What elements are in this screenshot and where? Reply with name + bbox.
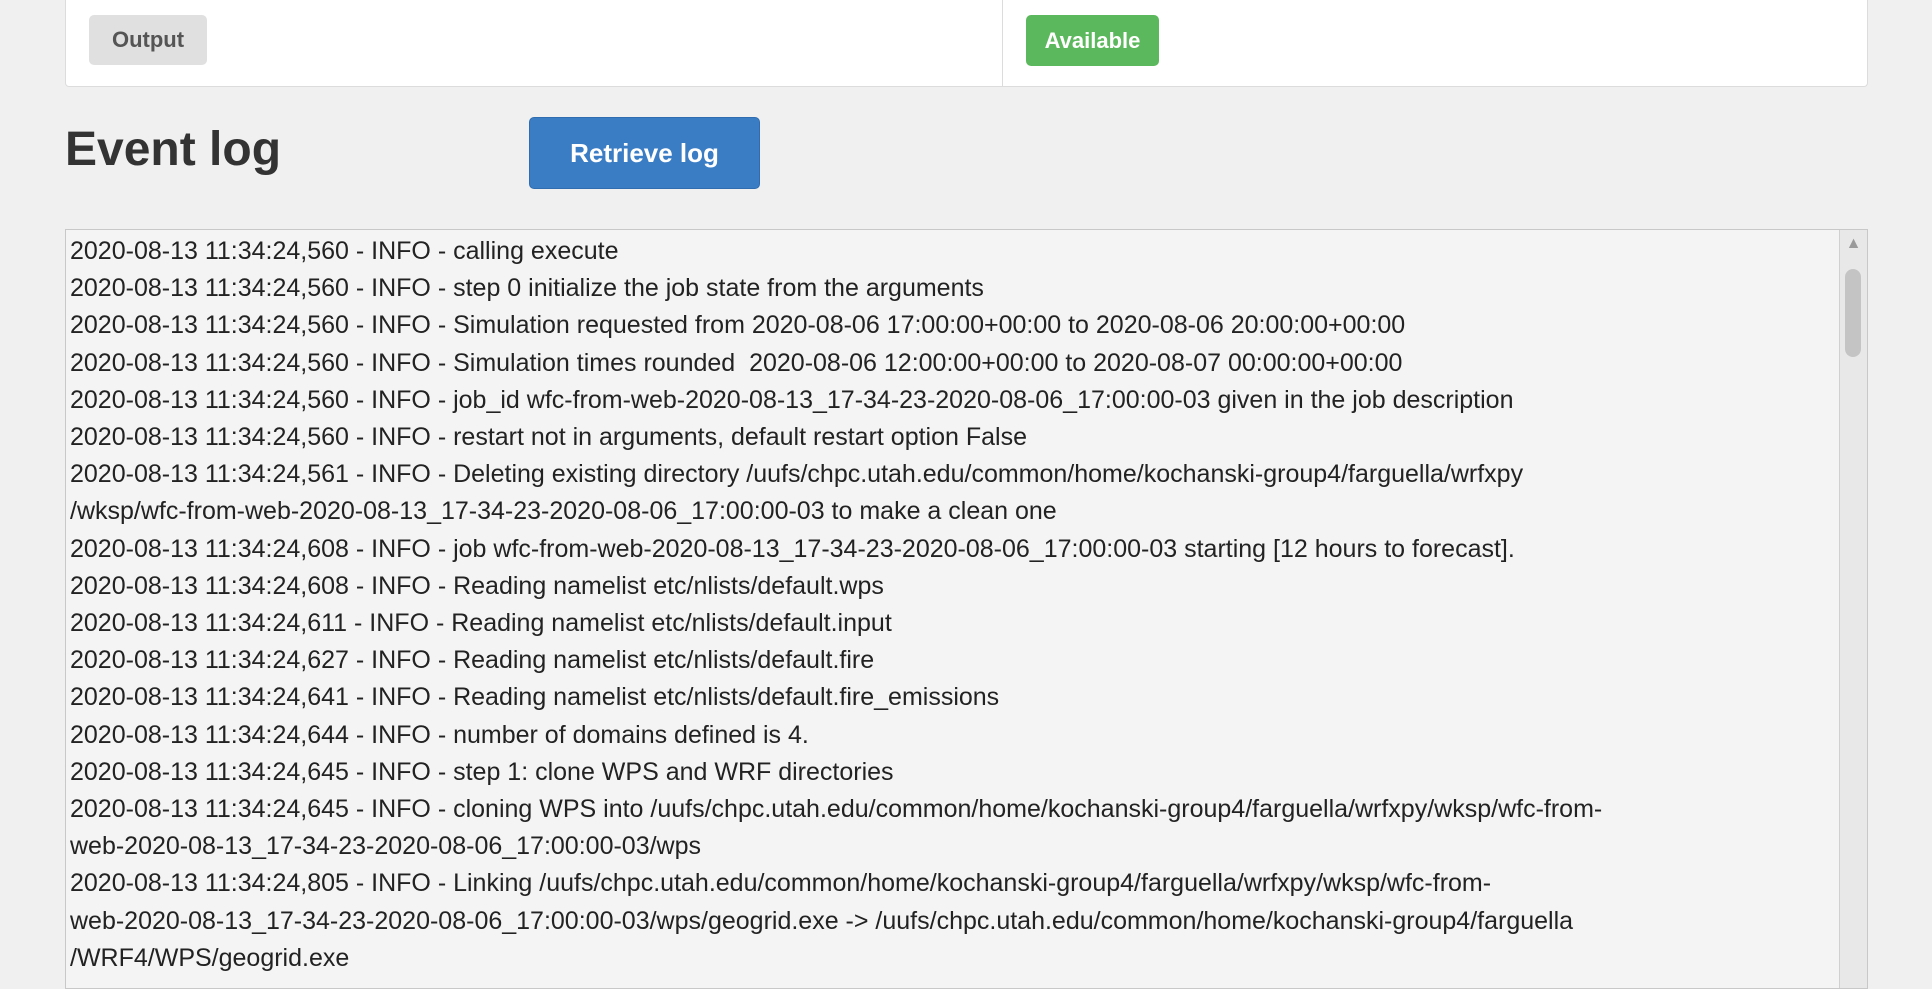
output-label: Output (89, 15, 207, 65)
job-status-table (65, 0, 1868, 87)
retrieve-log-button[interactable]: Retrieve log (529, 117, 760, 189)
log-line: 2020-08-13 11:34:24,645 - INFO - cloning WPS into /uufs/chpc.utah.edu/common/home/kochanski-group4/farguella/wrfxpy/wksp/wfc-from- web-2020-08-13_17-34-23-2020-08-06_17:00:00-03/wps (70, 795, 1603, 861)
log-line: 2020-08-13 11:34:24,560 - INFO - job_id wfc-from-web-2020-08-13_17-34-23-2020-08-06_17:00:00-03 given in the job description (70, 385, 1514, 414)
log-line: 2020-08-13 11:34:24,641 - INFO - Reading namelist etc/nlists/default.fire_emissions (70, 683, 1000, 712)
log-line: 2020-08-13 11:34:24,560 - INFO - step 0 initialize the job state from the arguments (70, 274, 984, 303)
log-line: 2020-08-13 11:34:24,608 - INFO - Reading namelist etc/nlists/default.wps (70, 571, 884, 600)
scroll-thumb[interactable] (1845, 269, 1861, 357)
log-line: 2020-08-13 11:34:24,611 - INFO - Reading namelist etc/nlists/default.input (70, 609, 892, 638)
log-line: 2020-08-13 11:34:24,645 - INFO - step 1: clone WPS and WRF directories (70, 757, 894, 786)
event-log-title: Event log (65, 123, 282, 176)
log-line: 2020-08-13 11:34:24,561 - INFO - Deleting existing directory /uufs/chpc.utah.edu/common/home/kochanski-group4/farguella/wrfxpy /wksp/wfc-from-web-2020-08-13_17-34-23-2020-08-06_17:00:00-03 to make a clean one (70, 460, 1524, 526)
log-content (70, 233, 1840, 977)
log-line: 2020-08-13 11:34:24,560 - INFO - Simulation requested from 2020-08-06 17:00:00+00:00 to 2020-08-06 20:00:00+00:00 (70, 311, 1406, 340)
scroll-up-icon[interactable]: ▲ (1845, 235, 1862, 252)
log-line: 2020-08-13 11:34:24,805 - INFO - Linking /uufs/chpc.utah.edu/common/home/kochanski-group4/farguella/wrfxpy/wksp/wfc-from- web-2020-08-13_17-34-23-2020-08-06_17:00:00-03/wps/geogrid.exe -> /uufs/chpc.utah.edu/common/home/kochanski-group4/farguella /WRF4/WPS/geogrid.exe (70, 869, 1574, 972)
log-line: 2020-08-13 11:34:24,608 - INFO - job wfc-from-web-2020-08-13_17-34-23-2020-08-06_17:00:00-03 starting [12 hours to forecast]. (70, 534, 1515, 563)
log-line: 2020-08-13 11:34:24,560 - INFO - calling execute (70, 237, 619, 265)
available-status-badge: Available (1026, 15, 1159, 66)
event-log-textarea[interactable] (65, 229, 1868, 989)
log-line: 2020-08-13 11:34:24,560 - INFO - restart not in arguments, default restart option False (70, 423, 1027, 452)
log-scrollbar[interactable] (1839, 230, 1867, 988)
log-line: 2020-08-13 11:34:24,644 - INFO - number of domains defined is 4. (70, 720, 809, 749)
log-line: 2020-08-13 11:34:24,627 - INFO - Reading namelist etc/nlists/default.fire (70, 646, 875, 675)
log-line: 2020-08-13 11:34:24,560 - INFO - Simulation times rounded 2020-08-06 12:00:00+00:00 to 2020-08-07 00:00:00+00:00 (70, 348, 1403, 377)
table-divider (1002, 0, 1003, 86)
